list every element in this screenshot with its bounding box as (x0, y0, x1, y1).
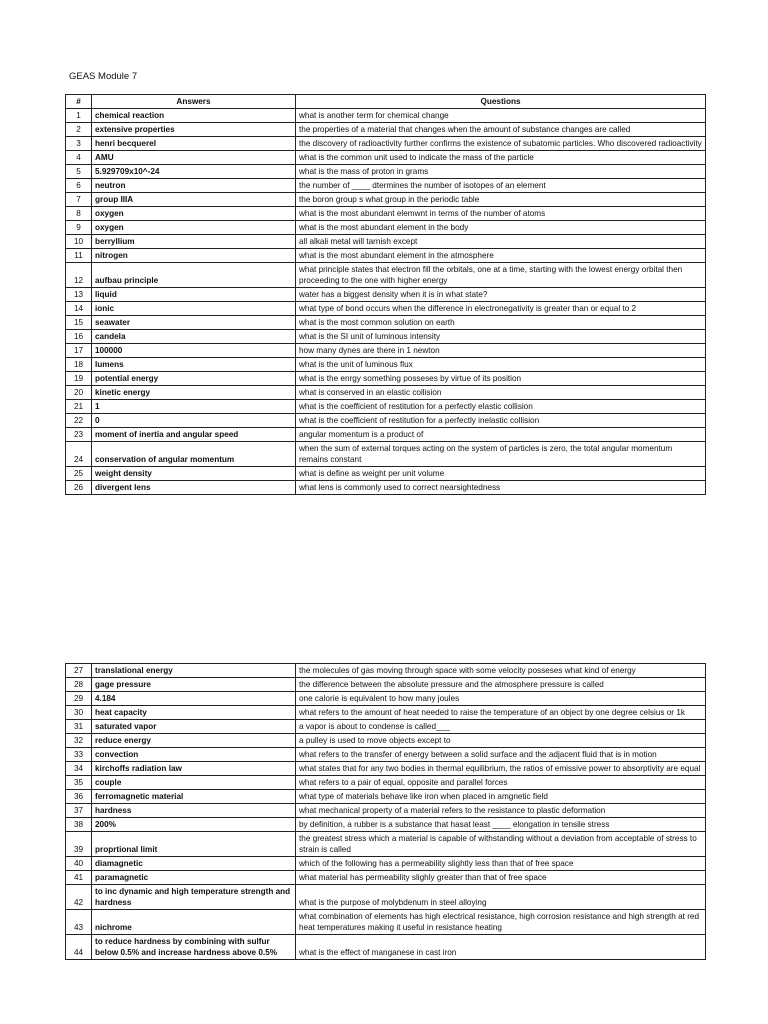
row-answer: 1 (92, 400, 296, 414)
row-answer: 4.184 (92, 692, 296, 706)
row-answer: reduce energy (92, 734, 296, 748)
qa-table-part-1 (65, 94, 706, 495)
row-number: 19 (66, 372, 92, 386)
row-number: 30 (66, 706, 92, 720)
row-question: what is the purpose of molybdenum in steel alloying (296, 885, 706, 910)
row-number: 39 (66, 832, 92, 857)
table-row (66, 481, 706, 495)
row-number: 5 (66, 165, 92, 179)
row-question: what material has permeability slighly greater than that of free space (296, 871, 706, 885)
row-answer: couple (92, 776, 296, 790)
table-row (66, 386, 706, 400)
row-number: 31 (66, 720, 92, 734)
table-row (66, 400, 706, 414)
row-answer: kirchoffs radiation law (92, 762, 296, 776)
row-answer: divergent lens (92, 481, 296, 495)
row-question: when the sum of external torques acting on the system of particles is zero, the total angular momentum remains constant (296, 442, 706, 467)
row-number: 14 (66, 302, 92, 316)
row-answer: moment of inertia and angular speed (92, 428, 296, 442)
row-question: what is the most abundant element in the atmosphere (296, 249, 706, 263)
table-row (66, 358, 706, 372)
table-row (66, 776, 706, 790)
row-question: what is the SI unit of luminous intensity (296, 330, 706, 344)
table-row (66, 302, 706, 316)
table-row (66, 790, 706, 804)
row-question: how many dynes are there in 1 newton (296, 344, 706, 358)
row-question: the molecules of gas moving through space with some velocity posseses what kind of energy (296, 664, 706, 678)
table-row (66, 885, 706, 910)
row-answer: to reduce hardness by combining with sulfur below 0.5% and increase hardness above 0.5% (92, 935, 296, 960)
table-row (66, 165, 706, 179)
row-answer: to inc dynamic and high temperature strength and hardness (92, 885, 296, 910)
row-question: the number of ____ dtermines the number of isotopes of an element (296, 179, 706, 193)
row-question: a vapor is about to condense is called___ (296, 720, 706, 734)
row-question: what is the most abundant elemwnt in terms of the number of atoms (296, 207, 706, 221)
row-number: 26 (66, 481, 92, 495)
row-number: 17 (66, 344, 92, 358)
row-answer: ferromagnetic material (92, 790, 296, 804)
table-row (66, 871, 706, 885)
row-answer: weight density (92, 467, 296, 481)
row-number: 12 (66, 263, 92, 288)
row-answer: heat capacity (92, 706, 296, 720)
table-row (66, 330, 706, 344)
row-number: 38 (66, 818, 92, 832)
row-number: 23 (66, 428, 92, 442)
row-number: 15 (66, 316, 92, 330)
table-row (66, 221, 706, 235)
row-answer: ionic (92, 302, 296, 316)
row-question: the greatest stress which a material is capable of withstanding without a deviation from acceptable of stress to strain is called (296, 832, 706, 857)
table-row (66, 151, 706, 165)
table-row (66, 664, 706, 678)
row-number: 7 (66, 193, 92, 207)
row-answer: kinetic energy (92, 386, 296, 400)
row-question: the difference between the absolute pressure and the atmosphere pressure is called (296, 678, 706, 692)
row-question: what is the mass of proton in grams (296, 165, 706, 179)
row-number: 1 (66, 109, 92, 123)
table-row (66, 288, 706, 302)
table-row (66, 235, 706, 249)
row-question: the properties of a material that changes when the amount of substance changes are called (296, 123, 706, 137)
row-question: what type of bond occurs when the difference in electronegativity is greater than or equal to 2 (296, 302, 706, 316)
row-question: what is the common unit used to indicate the mass of the particle (296, 151, 706, 165)
row-answer: 0 (92, 414, 296, 428)
row-question: what is another term for chemical change (296, 109, 706, 123)
row-number: 4 (66, 151, 92, 165)
row-number: 42 (66, 885, 92, 910)
row-question: what is the most abundant element in the body (296, 221, 706, 235)
row-answer: nichrome (92, 910, 296, 935)
row-number: 24 (66, 442, 92, 467)
table-row (66, 804, 706, 818)
row-question: water has a biggest density when it is in what state? (296, 288, 706, 302)
row-answer: seawater (92, 316, 296, 330)
row-question: what is conserved in an elastic collision (296, 386, 706, 400)
table-row (66, 706, 706, 720)
row-question: what refers to the transfer of energy between a solid surface and the adjacent fluid that is in motion (296, 748, 706, 762)
row-number: 13 (66, 288, 92, 302)
table-row (66, 857, 706, 871)
table-row (66, 344, 706, 358)
table-row (66, 818, 706, 832)
row-question: the boron group s what group in the periodic table (296, 193, 706, 207)
row-number: 20 (66, 386, 92, 400)
row-number: 25 (66, 467, 92, 481)
row-answer: 100000 (92, 344, 296, 358)
row-number: 3 (66, 137, 92, 151)
row-number: 29 (66, 692, 92, 706)
row-number: 21 (66, 400, 92, 414)
table-row (66, 179, 706, 193)
row-answer: hardness (92, 804, 296, 818)
row-number: 35 (66, 776, 92, 790)
row-number: 16 (66, 330, 92, 344)
row-question: what combination of elements has high electrical resistance, high corrosion resistance and high strength at red heat temperatures making it useful in resistance heating (296, 910, 706, 935)
row-number: 2 (66, 123, 92, 137)
row-answer: gage pressure (92, 678, 296, 692)
row-question: what mechanical property of a material refers to the resistance to plastic deformation (296, 804, 706, 818)
row-answer: diamagnetic (92, 857, 296, 871)
row-question: what refers to the amount of heat needed to raise the temperature of an object by one degree celsius or 1k (296, 706, 706, 720)
row-answer: chemical reaction (92, 109, 296, 123)
table-row (66, 678, 706, 692)
table-row (66, 762, 706, 776)
row-number: 27 (66, 664, 92, 678)
table-row (66, 263, 706, 288)
row-answer: aufbau principle (92, 263, 296, 288)
table-row (66, 734, 706, 748)
table-row (66, 249, 706, 263)
row-question: what states that for any two bodies in thermal equilibrium, the ratios of emissive power to absorptivity are equal (296, 762, 706, 776)
table-row (66, 748, 706, 762)
row-answer: candela (92, 330, 296, 344)
row-number: 33 (66, 748, 92, 762)
table-row (66, 207, 706, 221)
row-question: what type of materials behave like iron when placed in amgnetic field (296, 790, 706, 804)
table-row (66, 692, 706, 706)
row-question: what is the most common solution on earth (296, 316, 706, 330)
table-row (66, 428, 706, 442)
row-number: 36 (66, 790, 92, 804)
row-answer: neutron (92, 179, 296, 193)
row-question: what is the coefficient of restitution for a perfectly elastic collision (296, 400, 706, 414)
row-answer: nitrogen (92, 249, 296, 263)
row-question: what principle states that electron fill the orbitals, one at a time, starting with the lowest energy orbital then proceeding to the one with higher energy (296, 263, 706, 288)
row-question: all alkali metal will tarnish except (296, 235, 706, 249)
row-answer: convection (92, 748, 296, 762)
table-row (66, 910, 706, 935)
row-number: 37 (66, 804, 92, 818)
row-answer: henri becquerel (92, 137, 296, 151)
row-question: one calorie is equivalent to how many joules (296, 692, 706, 706)
row-question: which of the following has a permeability slightly less than that of free space (296, 857, 706, 871)
row-number: 40 (66, 857, 92, 871)
row-answer: oxygen (92, 221, 296, 235)
row-number: 32 (66, 734, 92, 748)
row-answer: 200% (92, 818, 296, 832)
row-number: 28 (66, 678, 92, 692)
row-answer: proprtional limit (92, 832, 296, 857)
row-number: 41 (66, 871, 92, 885)
table-row (66, 109, 706, 123)
table-row (66, 442, 706, 467)
table-row (66, 193, 706, 207)
row-question: what lens is commonly used to correct nearsightedness (296, 481, 706, 495)
row-answer: extensive properties (92, 123, 296, 137)
qa-table-part-2 (65, 663, 706, 960)
row-answer: berryllium (92, 235, 296, 249)
header-number: # (66, 95, 92, 109)
row-number: 8 (66, 207, 92, 221)
row-answer: lumens (92, 358, 296, 372)
row-answer: liquid (92, 288, 296, 302)
row-question: what refers to a pair of equal, opposite and parallel forces (296, 776, 706, 790)
row-question: what is the effect of manganese in cast iron (296, 935, 706, 960)
table-row (66, 720, 706, 734)
row-question: what is the unit of luminous flux (296, 358, 706, 372)
row-number: 10 (66, 235, 92, 249)
row-answer: AMU (92, 151, 296, 165)
table-row (66, 123, 706, 137)
table-row (66, 832, 706, 857)
row-answer: saturated vapor (92, 720, 296, 734)
row-answer: paramagnetic (92, 871, 296, 885)
header-questions: Questions (296, 95, 706, 109)
row-question: a pulley is used to move objects except to (296, 734, 706, 748)
table-row (66, 137, 706, 151)
row-number: 44 (66, 935, 92, 960)
row-number: 11 (66, 249, 92, 263)
row-answer: oxygen (92, 207, 296, 221)
row-question: what is the coefficient of restitution for a perfectly inelastic collision (296, 414, 706, 428)
row-number: 9 (66, 221, 92, 235)
row-answer: conservation of angular momentum (92, 442, 296, 467)
row-number: 6 (66, 179, 92, 193)
table-header-row (66, 95, 706, 109)
table-row (66, 414, 706, 428)
row-number: 22 (66, 414, 92, 428)
table-row (66, 372, 706, 386)
row-question: by definition, a rubber is a substance that hasat least ____ elongation in tensile stress (296, 818, 706, 832)
row-answer: potential energy (92, 372, 296, 386)
row-number: 34 (66, 762, 92, 776)
table-row (66, 316, 706, 330)
row-number: 18 (66, 358, 92, 372)
row-number: 43 (66, 910, 92, 935)
table-row (66, 467, 706, 481)
row-question: angular momentum is a product of (296, 428, 706, 442)
row-answer: translational energy (92, 664, 296, 678)
row-answer: group IIIA (92, 193, 296, 207)
table-row (66, 935, 706, 960)
header-answers: Answers (92, 95, 296, 109)
row-question: what is the enrgy something posseses by virtue of its position (296, 372, 706, 386)
row-answer: 5.929709x10^-24 (92, 165, 296, 179)
document-title: GEAS Module 7 (69, 71, 138, 82)
row-question: the discovery of radioactivity further confirms the existence of subatomic particles. Who discovered radioactivity (296, 137, 706, 151)
row-question: what is define as weight per unit volume (296, 467, 706, 481)
